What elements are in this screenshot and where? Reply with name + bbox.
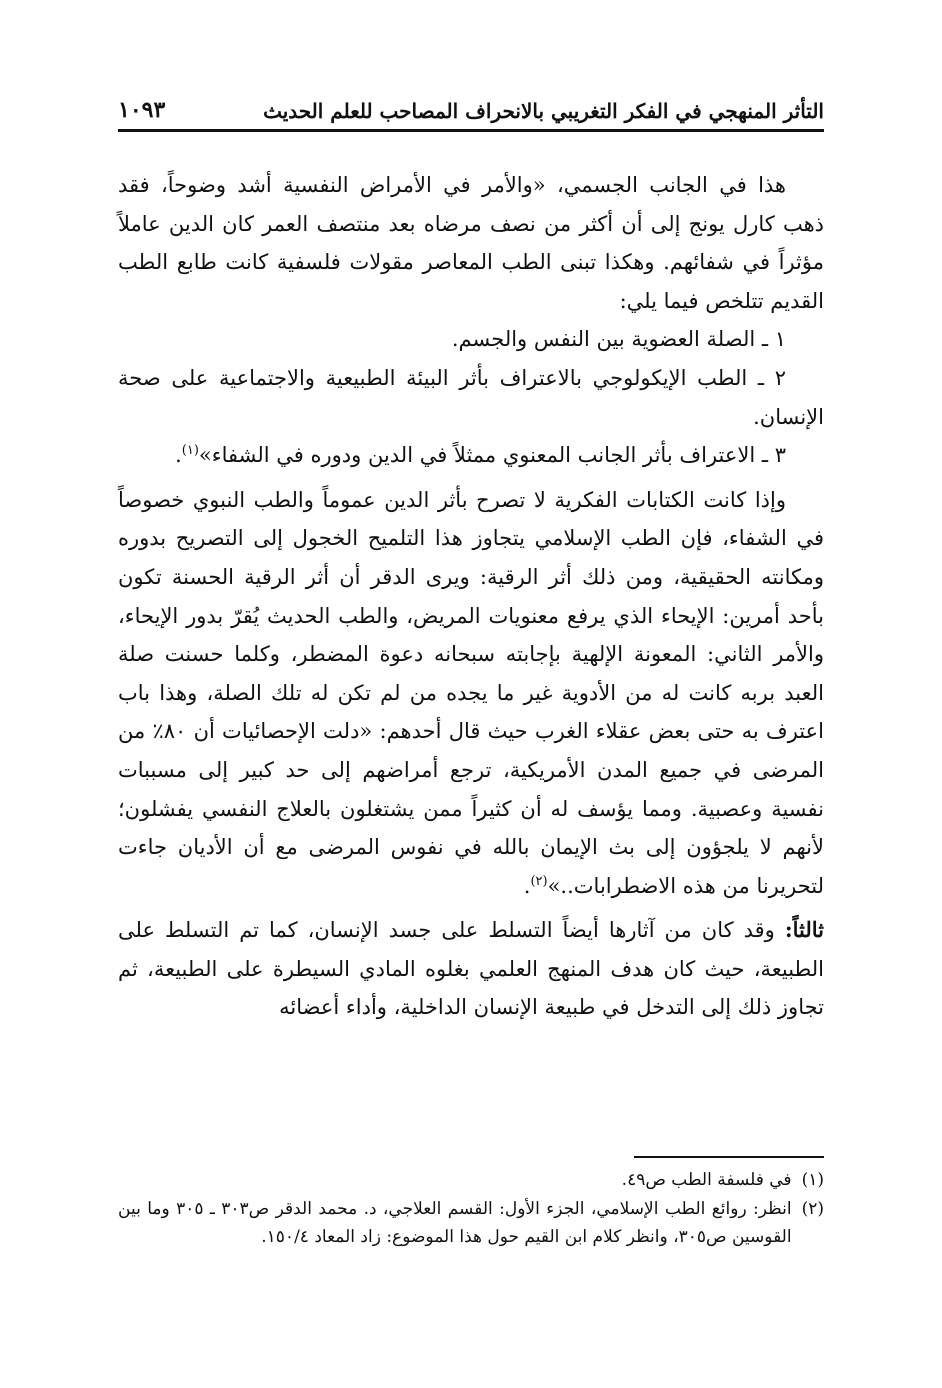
footnote-2-number: (٢) [801, 1198, 824, 1219]
list-item-3 [118, 436, 824, 475]
list-item-1: ١ ـ الصلة العضوية بين النفس والجسم. [451, 327, 786, 352]
running-header [118, 86, 824, 132]
footnote-1-text: في فلسفة الطب ص٤٩. [621, 1170, 792, 1190]
footnotes [118, 1166, 824, 1252]
body-text [118, 166, 824, 1027]
list-item-2: ٢ ـ الطب الإيكولوجي بالاعتراف بأثر البيئة الطبيعية والاجتماعية على صحة الإنسان. [118, 365, 824, 429]
page-number: ١٠٩٣ [118, 97, 166, 123]
footnote-ref-2: (٢) [530, 873, 548, 889]
footnote-1 [118, 1166, 824, 1195]
footnote-1-number: (١) [801, 1170, 824, 1190]
footnote-ref-1: (١) [181, 443, 199, 459]
footnote-2 [118, 1195, 824, 1252]
paragraph-3 [118, 911, 824, 1027]
header-title: التأثر المنهجي في الفكر التغريبي بالانحراف المصاحب للعلم الحديث [263, 99, 824, 123]
paragraph-2-text: وإذا كانت الكتابات الفكرية لا تصرح بأثر الدين عموماً والطب النبوي خصوصاً في الشفاء، فإن الطب الإسلامي يتجاوز هذا التلميح الخجول إلى التصريح بدوره ومكانته الحقيقية، ومن ذلك أثر الرقية: ويرى الدقر أن أثر الرقية الحسنة تكون بأحد أمرين: الإيحاء الذي يرفع معنويات المريض، والطب الحديث يُقرّ بدور الإيحاء، والأمر الثاني: المعونة الإلهية بإجابته سبحانه دعوة المضطر، وكلما حسنت صلة العبد بربه كانت له من الأدوية غير ما يجده من لم تكن له تلك الصلة، وهذا باب اعترف به حتى بعض عقلاء الغرب حيث قال أحدهم: «دلت الإحصائيات أن ٨٠٪ من المرضى في جميع المدن الأمريكية، ترجع أمراضهم إلى حد كبير إلى مسببات نفسية وعصبية. ومما يؤسف له أن كثيراً ممن يشتغلون بالعلاج النفسي يفشلون؛ لأنهم لا يلجؤون إلى بث الإيمان بالله في نفوس المرضى مع أن الأديان جاءت لتحريرنا من هذه الاضطرابات..» [118, 487, 824, 898]
paragraph-3-text: وقد كان من آثارها أيضاً التسلط على جسد الإنسان، كما تم التسلط على الطبيعة، حيث كان هدف المنهج العلمي بغلوه المادي السيطرة على الطبيعة، ثم تجاوز ذلك إلى التدخل في طبيعة الإنسان الداخلية، وأداء أعضائه [118, 918, 824, 1020]
section-label-thalithan: ثالثاً: [784, 917, 824, 943]
list-item-3-end: . [175, 443, 182, 468]
list-item-3-text: ٣ ـ الاعتراف بأثر الجانب المعنوي ممثلاً في الدين ودوره في الشفاء» [198, 443, 786, 468]
paragraph-1: هذا في الجانب الجسمي، «والأمر في الأمراض النفسية أشد وضوحاً، فقد ذهب كارل يونج إلى أن أكثر من نصف مرضاه بعد منتصف العمر كان الدين عاملاً مؤثراً في شفائهم. وهكذا تبنى الطب المعاصر مقولات فلسفية كانت طابع الطب القديم تتلخص فيما يلي: [118, 173, 824, 313]
footnote-separator [634, 1156, 824, 1158]
paragraph-2-end: . [523, 873, 531, 898]
paragraph-2 [118, 481, 824, 906]
footnote-2-text: انظر: روائع الطب الإسلامي، الجزء الأول: القسم العلاجي، د. محمد الدقر ص٣٠٣ ـ ٣٠٥ وما بين القوسين ص٣٠٥، وانظر كلام ابن القيم حول هذا الموضوع: زاد المعاد ١٥٠/٤. [118, 1198, 792, 1247]
